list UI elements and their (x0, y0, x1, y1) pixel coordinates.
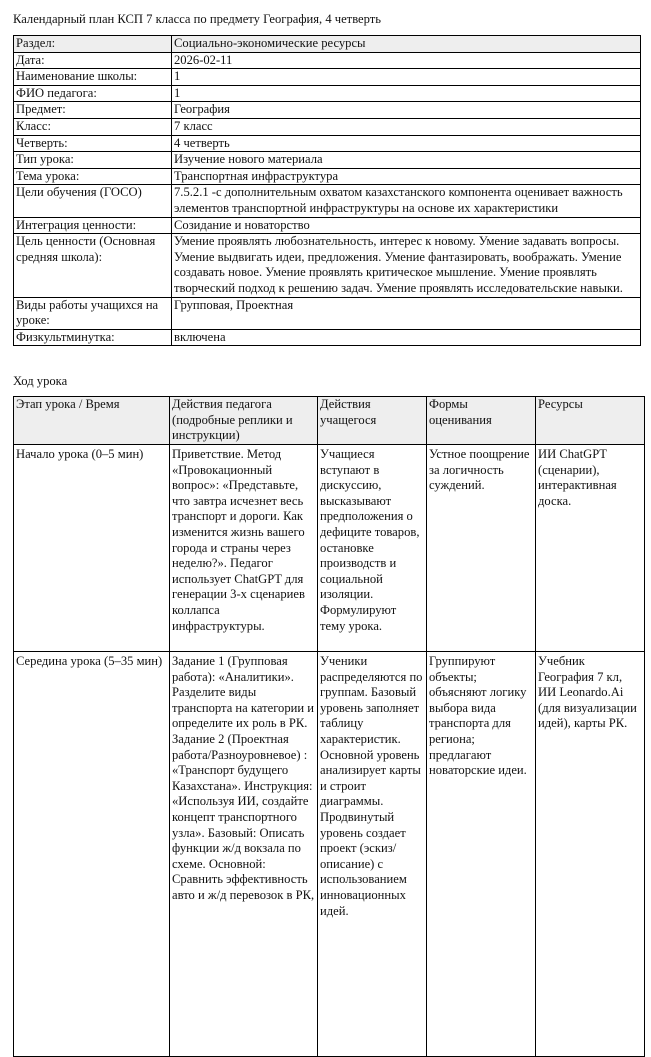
info-row-date (14, 52, 641, 69)
info-label: Раздел: (14, 36, 172, 53)
lesson-table-header-row (14, 397, 645, 445)
lesson-info-table (13, 35, 641, 346)
lesson-flow-table (13, 396, 645, 1057)
assessment-cell: Устное поощрение за логичность суждений. (427, 445, 536, 652)
info-label: Наименование школы: (14, 69, 172, 86)
info-label: Интеграция ценности: (14, 217, 172, 234)
info-row-school (14, 69, 641, 86)
info-label: Цель ценности (Основная средняя школа): (14, 234, 172, 297)
info-value: Социально-экономические ресурсы (172, 36, 641, 53)
resources-cell: ИИ ChatGPT (сценарии), интерактивная доска. (536, 445, 645, 652)
lesson-flow-heading: Ход урока (13, 374, 68, 388)
info-label: Тема урока: (14, 168, 172, 185)
info-label: Цели обучения (ГОСО) (14, 185, 172, 217)
info-value: Созидание и новаторство (172, 217, 641, 234)
info-label: Физкультминутка: (14, 329, 172, 346)
stage-cell: Середина урока (5–35 мин) (14, 652, 170, 1057)
info-value: География (172, 102, 641, 119)
table-row (14, 445, 645, 652)
info-row-work-types (14, 297, 641, 329)
column-header-assessment: Формы оценивания (427, 397, 536, 445)
resources-cell: Учебник География 7 кл, ИИ Leonardo.Ai (для визуализации идей), карты РК. (536, 652, 645, 1057)
info-label: Дата: (14, 52, 172, 69)
info-label: Класс: (14, 118, 172, 135)
info-label: Тип урока: (14, 152, 172, 169)
info-value: Изучение нового материала (172, 152, 641, 169)
teacher-actions-cell: Приветствие. Метод «Провокационный вопрос»: «Представьте, что завтра исчезнет весь транспорт и дороги. Как изменится жизнь вашего города и страны через неделю?». Педагог использует ChatGPT для генерации 3-х сценариев коллапса инфраструктуры. (170, 445, 318, 652)
info-row-exercise-break (14, 329, 641, 346)
info-row-subject (14, 102, 641, 119)
student-actions-cell: Ученики распределяются по группам. Базовый уровень заполняет таблицу характеристик. Основной уровень анализирует карты и строит диаграммы. Продвинутый уровень создает проект (эскиз/описание) с использованием инновационных идей. (318, 652, 427, 1057)
info-value: Умение проявлять любознательность, интерес к новому. Умение задавать вопросы. Умение выдвигать идеи, предложения. Умение фантазировать, воображать. Умение создавать новое. Умение проявлять критическое мышление. Умение проявлять творческий подход к решению задач. Умение проявлять исследовательские навыки. (172, 234, 641, 297)
info-value: 1 (172, 69, 641, 86)
teacher-actions-cell: Задание 1 (Групповая работа): «Аналитики». Разделите виды транспорта на категории и определите их роль в РК. Задание 2 (Проектная работа/Разноуровневое) : «Транспорт будущего Казахстана». Инструкция: «Используя ИИ, создайте концепт транспортного узла». Базовый: Описать функции ж/д вокзала по схеме. Основной: Сравнить эффективность авто и ж/д перевозок в РК, (170, 652, 318, 1057)
column-header-stage: Этап урока / Время (14, 397, 170, 445)
stage-cell: Начало урока (0–5 мин) (14, 445, 170, 652)
info-row-value-goal (14, 234, 641, 297)
info-row-learning-goals (14, 185, 641, 217)
info-row-value-integration (14, 217, 641, 234)
info-row-lesson-topic (14, 168, 641, 185)
student-actions-cell: Учащиеся вступают в дискуссию, высказывают предположения о дефиците товаров, остановке производств и социальной изоляции. Формулируют тему урока. (318, 445, 427, 652)
info-label: ФИО педагога: (14, 85, 172, 102)
column-header-teacher-actions: Действия педагога (подробные реплики и инструкции) (170, 397, 318, 445)
info-value: Транспортная инфраструктура (172, 168, 641, 185)
info-row-section (14, 36, 641, 53)
info-row-quarter (14, 135, 641, 152)
info-value: 7 класс (172, 118, 641, 135)
info-label: Виды работы учащихся на уроке: (14, 297, 172, 329)
info-value: Групповая, Проектная (172, 297, 641, 329)
info-value: 4 четверть (172, 135, 641, 152)
info-row-teacher (14, 85, 641, 102)
info-value: 1 (172, 85, 641, 102)
info-value: 2026-02-11 (172, 52, 641, 69)
info-row-lesson-type (14, 152, 641, 169)
table-row (14, 652, 645, 1057)
page-title: Календарный план КСП 7 класса по предмету География, 4 четверть (13, 12, 382, 26)
info-value: включена (172, 329, 641, 346)
assessment-cell: Группируют объекты; объясняют логику выбора вида транспорта для региона; предлагают новаторские идеи. (427, 652, 536, 1057)
column-header-student-actions: Действия учащегося (318, 397, 427, 445)
info-label: Предмет: (14, 102, 172, 119)
info-row-grade (14, 118, 641, 135)
info-value: 7.5.2.1 -с дополнительным охватом казахстанского компонента оценивает важность элементов транспортной инфраструктуры на основе их характеристики (172, 185, 641, 217)
info-label: Четверть: (14, 135, 172, 152)
column-header-resources: Ресурсы (536, 397, 645, 445)
